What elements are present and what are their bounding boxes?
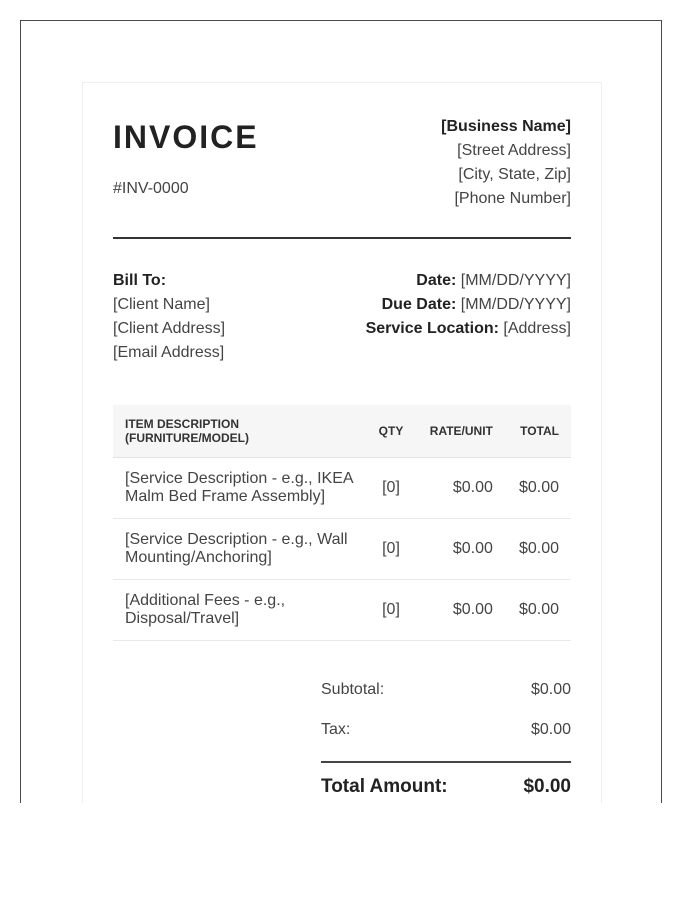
service-location-row (366, 317, 571, 341)
header-total: TOTAL (505, 405, 571, 458)
row-qty: [0] (367, 580, 415, 641)
client-email: [Email Address] (113, 344, 225, 361)
row-description-line1: [Additional Fees - e.g., (125, 592, 286, 609)
tax-label: Tax: (321, 721, 351, 738)
invoice-number: #INV-0000 (113, 180, 189, 197)
row-rate: $0.00 (415, 458, 505, 519)
total-amount-value: $0.00 (523, 776, 571, 797)
row-description-line2: Mounting/Anchoring] (125, 549, 272, 566)
row-rate: $0.00 (415, 580, 505, 641)
invoice-title: INVOICE (113, 119, 259, 155)
row-total: $0.00 (505, 458, 571, 519)
date-label: Date: (416, 272, 457, 289)
header-description-line1: ITEM DESCRIPTION (125, 417, 240, 431)
invoice-details (366, 269, 571, 341)
row-total: $0.00 (505, 519, 571, 580)
subtotal-row (321, 671, 571, 711)
total-amount-label: Total Amount: (321, 776, 448, 797)
service-location-label: Service Location: (365, 320, 499, 337)
header-description-line2: (FURNITURE/MODEL) (125, 431, 249, 445)
header-qty: QTY (367, 405, 415, 458)
tax-row (321, 711, 571, 751)
row-description-line2: Disposal/Travel] (125, 610, 240, 627)
table-row (113, 458, 571, 519)
header-description (113, 405, 367, 458)
row-description (113, 458, 367, 519)
client-name: [Client Name] (113, 296, 210, 313)
business-phone: [Phone Number] (454, 190, 571, 207)
subtotal-value: $0.00 (530, 681, 571, 698)
row-description (113, 519, 367, 580)
business-info (441, 115, 571, 211)
row-description-line1: [Service Description - e.g., Wall (125, 531, 348, 548)
table-row (113, 580, 571, 641)
service-location-value: [Address] (503, 320, 571, 337)
document-frame (20, 20, 662, 803)
totals-block (321, 671, 571, 797)
date-row (366, 269, 571, 293)
bill-to-block (113, 269, 225, 365)
table-row (113, 519, 571, 580)
client-address: [Client Address] (113, 320, 226, 337)
business-name: [Business Name] (441, 118, 571, 135)
subtotal-label: Subtotal: (321, 681, 385, 698)
row-description (113, 580, 367, 641)
row-description-line2: Malm Bed Frame Assembly] (125, 488, 326, 505)
due-date-row (366, 293, 571, 317)
due-date-label: Due Date: (381, 296, 457, 313)
row-rate: $0.00 (415, 519, 505, 580)
row-total: $0.00 (505, 580, 571, 641)
table-header-row (113, 405, 571, 458)
total-amount-row (321, 776, 571, 800)
bill-to-heading: Bill To: (113, 272, 167, 289)
invoice-sheet (82, 82, 602, 803)
header-rate: RATE/UNIT (415, 405, 505, 458)
tax-value: $0.00 (530, 721, 571, 738)
header-divider (113, 237, 571, 239)
line-items-table (113, 405, 571, 641)
business-street: [Street Address] (457, 142, 571, 159)
totals-divider (321, 761, 571, 763)
due-date-value: [MM/DD/YYYY] (460, 296, 571, 313)
row-qty: [0] (367, 458, 415, 519)
row-description-line1: [Service Description - e.g., IKEA (125, 470, 354, 487)
date-value: [MM/DD/YYYY] (460, 272, 571, 289)
business-city: [City, State, Zip] (458, 166, 571, 183)
row-qty: [0] (367, 519, 415, 580)
